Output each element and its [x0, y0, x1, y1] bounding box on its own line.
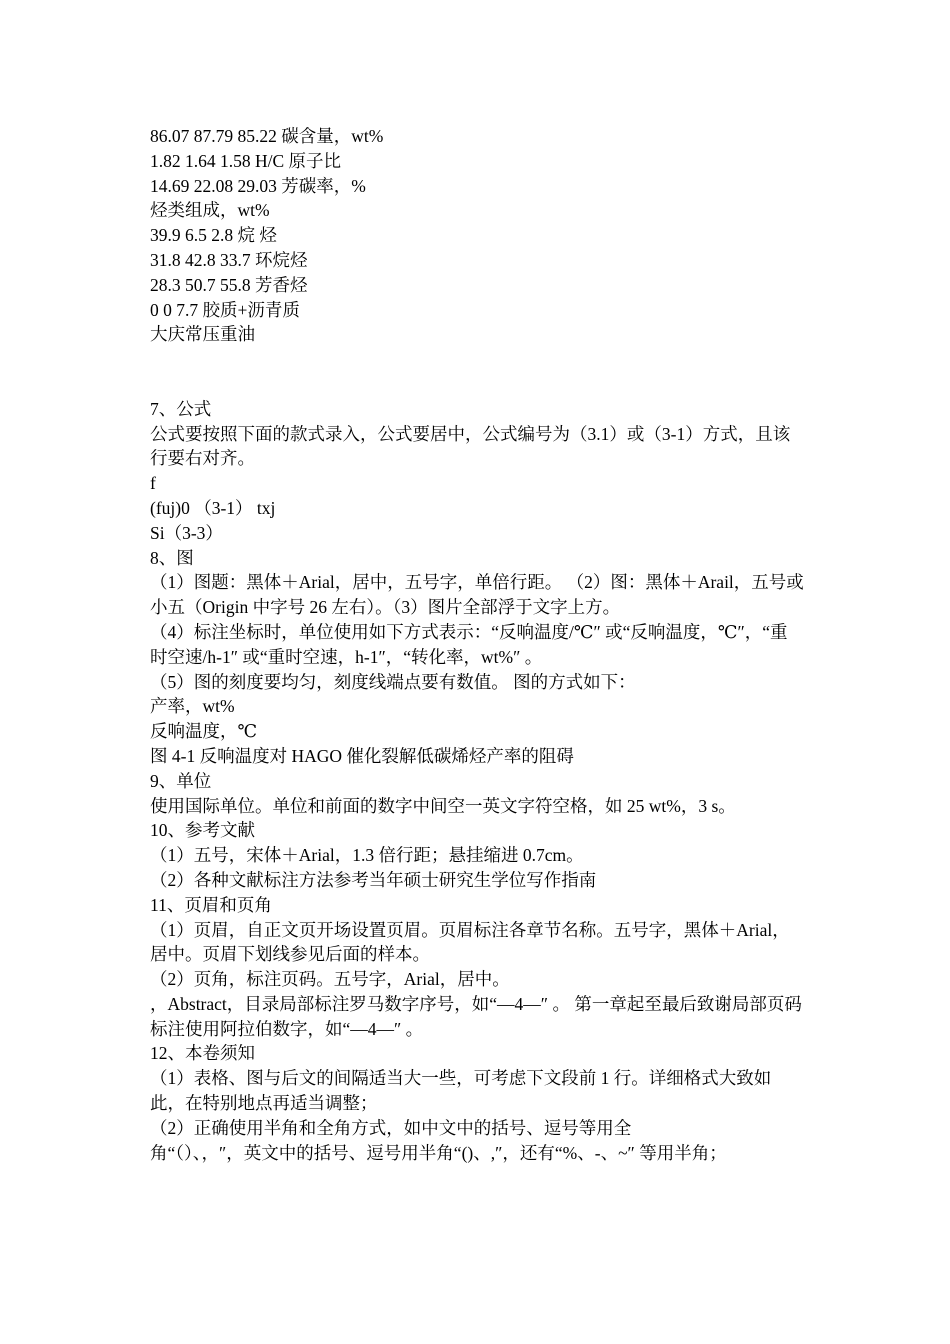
table-line: 1.82 1.64 1.58 H/C 原子比	[150, 150, 342, 171]
formula-line: Si（3-3）	[150, 522, 223, 543]
figure-axis-label: 产率，wt%	[150, 696, 235, 717]
spacer	[150, 347, 805, 397]
table-line: 86.07 87.79 85.22 碳含量，wt%	[150, 126, 384, 146]
table-line: 28.3 50.7 55.8 芳香烃	[150, 274, 308, 295]
section-heading-notes: 12、本卷须知	[150, 1043, 255, 1064]
section-heading-header-footer: 11、页眉和页角	[150, 894, 272, 915]
paragraph: （4）标注坐标时，单位使用如下方式表示：“反响温度/℃″ 或“反响温度，℃″，“重时空速/h-1″ 或“重时空速，h-1″，“转化率，wt%″ 。	[150, 621, 788, 667]
figure-caption: 图 4-1 反响温度对 HAGO 催化裂解低碳烯烃产率的阻碍	[150, 745, 574, 766]
paragraph: （2）各种文献标注方法参考当年硕士研究生学位写作指南	[150, 869, 597, 890]
section-heading-formula: 7、公式	[150, 398, 212, 419]
paragraph: 使用国际单位。单位和前面的数字中间空一英文字符空格，如 25 wt%，3 s。	[150, 795, 736, 816]
table-line: 14.69 22.08 29.03 芳碳率，%	[150, 175, 366, 196]
section-heading-figure: 8、图	[150, 547, 194, 568]
figure-axis-label: 反响温度，℃	[150, 721, 258, 742]
table-line: 0 0 7.7 胶质+沥青质	[150, 299, 300, 320]
paragraph: （5）图的刻度要均匀，刻度线端点要有数值。 图的方式如下：	[150, 671, 636, 692]
table-caption: 大庆常压重油	[150, 324, 255, 345]
paragraph: （1）五号，宋体＋Arial，1.3 倍行距；悬挂缩进 0.7cm。	[150, 845, 584, 866]
paragraph: （1）表格、图与后文的间隔适当大一些，可考虑下文段前 1 行。详细格式大致如此，在特别地点再适当调整；	[150, 1068, 772, 1114]
formula-line: (fuj)0 （3-1） txj	[150, 497, 276, 518]
page-content	[150, 124, 805, 1165]
section-heading-references: 10、参考文献	[150, 820, 255, 841]
section-heading-units: 9、单位	[150, 770, 212, 791]
paragraph: （1）页眉，自正文页开场设置页眉。页眉标注各章节名称。五号字，黑体＋Arial，居中。页眉下划线参见后面的样本。	[150, 919, 790, 965]
paragraph: （1）图题：黑体＋Arial，居中，五号字，单倍行距。 （2）图：黑体＋Arail，五号或小五（Origin 中字号 26 左右）。（3）图片全部浮于文字上方。	[150, 572, 804, 618]
table-line: 31.8 42.8 33.7 环烷烃	[150, 249, 308, 270]
table-line: 烃类组成，wt%	[150, 200, 270, 221]
paragraph: （2）正确使用半角和全角方式，如中文中的括号、逗号等用全	[150, 1117, 632, 1138]
paragraph: ，Abstract，目录局部标注罗马数字序号，如“—4—″ 。 第一章起至最后致谢局部页码标注使用阿拉伯数字，如“—4—″ 。	[150, 993, 802, 1039]
paragraph: 公式要按照下面的款式录入，公式要居中，公式编号为（3.1）或（3-1）方式，且该行要右对齐。	[150, 423, 791, 469]
paragraph: 角“（）、，″，英文中的括号、逗号用半角“()、,″，还有“%、-、~″ 等用半角；	[150, 1142, 727, 1163]
table-line: 39.9 6.5 2.8 烷 烃	[150, 225, 277, 246]
paragraph: （2）页角，标注页码。五号字，Arial，居中。	[150, 969, 510, 990]
formula-line: f	[150, 473, 156, 494]
